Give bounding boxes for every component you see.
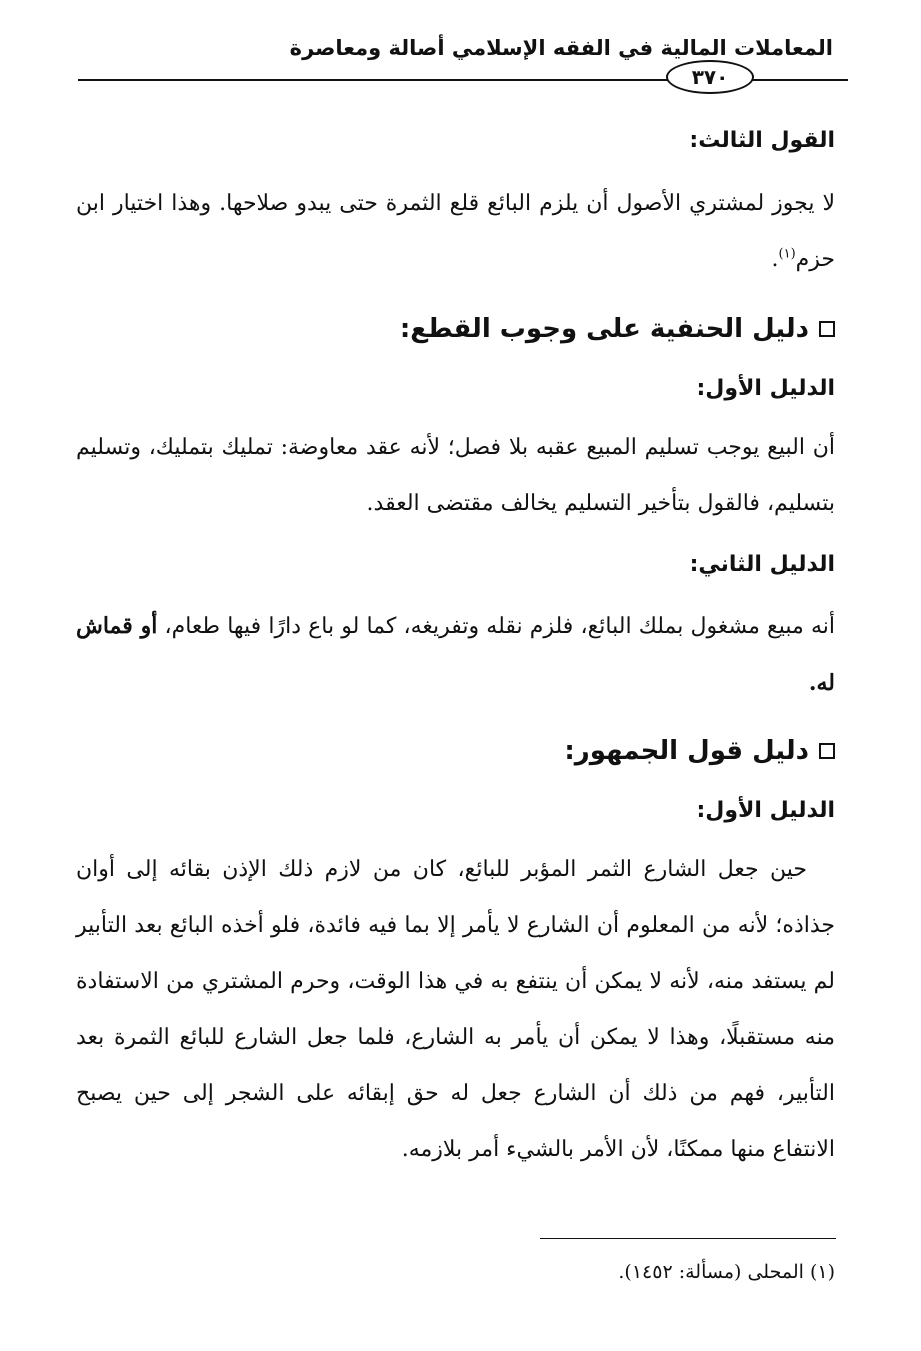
second-evidence-label: الدليل الثاني: — [689, 552, 835, 577]
page-number — [666, 60, 754, 94]
jumhur-heading-block — [76, 734, 835, 768]
second-evidence-body: أنه مبيع مشغول بملك البائع، فلزم نقله وتفريغه، كما لو باع دارًا فيها طعام، — [164, 614, 835, 639]
first-evidence-label-block — [76, 374, 835, 404]
first-evidence-paragraph — [76, 420, 835, 532]
square-box-icon — [819, 743, 835, 759]
running-header-title: المعاملات المالية في الفقه الإسلامي أصالة ومعاصرة — [289, 36, 833, 60]
square-box-icon — [819, 321, 835, 337]
third-opinion-body: لا يجوز لمشتري الأصول أن يلزم البائع قلع الثمرة حتى يبدو صلاحها. وهذا اختيار ابن حزم — [76, 191, 835, 272]
first-evidence-text: أن البيع يوجب تسليم المبيع عقبه بلا فصل؛ لأنه عقد معاوضة: تمليك بتمليك، وتسليم بتسليم، فالقول بتأخير التسليم يخالف مقتضى العقد. — [76, 435, 835, 516]
jumhur-first-evidence-text: حين جعل الشارع الثمر المؤبر للبائع، كان من لازم ذلك الإذن بقائه إلى أوان جذاذه؛ لأنه من المعلوم أن الشارع لا يأمر إلا بما فيه فائدة، فلو أخذه البائع بعد التأبير لم يستفد منه، لأنه لا يمكن أن ينتفع به في هذا الوقت، وحرم المشتري من الاستفادة منه مستقبلًا، وهذا لا يمكن أن يأمر به الشارع، فلما جعل الشارع للبائع الثمرة بعد التأبير، فهم من ذلك أن الشارع جعل له حق إبقائه على الشجر إلى حين يصبح الانتفاع منها ممكنًا، لأن الأمر بالشيء أمر بلازمه. — [76, 857, 835, 1162]
jumhur-heading — [76, 734, 835, 768]
jumhur-first-evidence-paragraph — [76, 842, 835, 1178]
hanafi-heading-text: دليل الحنفية على وجوب القطع: — [399, 314, 809, 344]
second-evidence-text — [76, 598, 835, 712]
second-evidence-tail: أو قماش له. — [76, 613, 835, 696]
third-opinion-label-block — [76, 126, 835, 156]
footnote-ref: (١) — [778, 246, 796, 262]
jumhur-heading-text: دليل قول الجمهور: — [564, 736, 809, 766]
jumhur-first-evidence-label: الدليل الأول: — [696, 798, 835, 823]
third-opinion-paragraph — [76, 176, 835, 288]
first-evidence-label: الدليل الأول: — [696, 376, 835, 401]
third-opinion-text — [76, 176, 835, 288]
hanafi-heading-block — [76, 312, 835, 346]
second-evidence-paragraph — [76, 598, 835, 712]
jumhur-first-evidence-label-block — [76, 796, 835, 826]
third-opinion-label: القول الثالث: — [689, 128, 835, 153]
footnote-text: (١) المحلى (مسألة: ١٤٥٢). — [618, 1261, 835, 1283]
third-opinion-end: . — [771, 247, 779, 272]
second-evidence-label-block — [76, 550, 835, 580]
page-number-text: ٣٧٠ — [691, 65, 729, 89]
footnote-rule — [540, 1238, 836, 1239]
hanafi-heading — [76, 312, 835, 346]
